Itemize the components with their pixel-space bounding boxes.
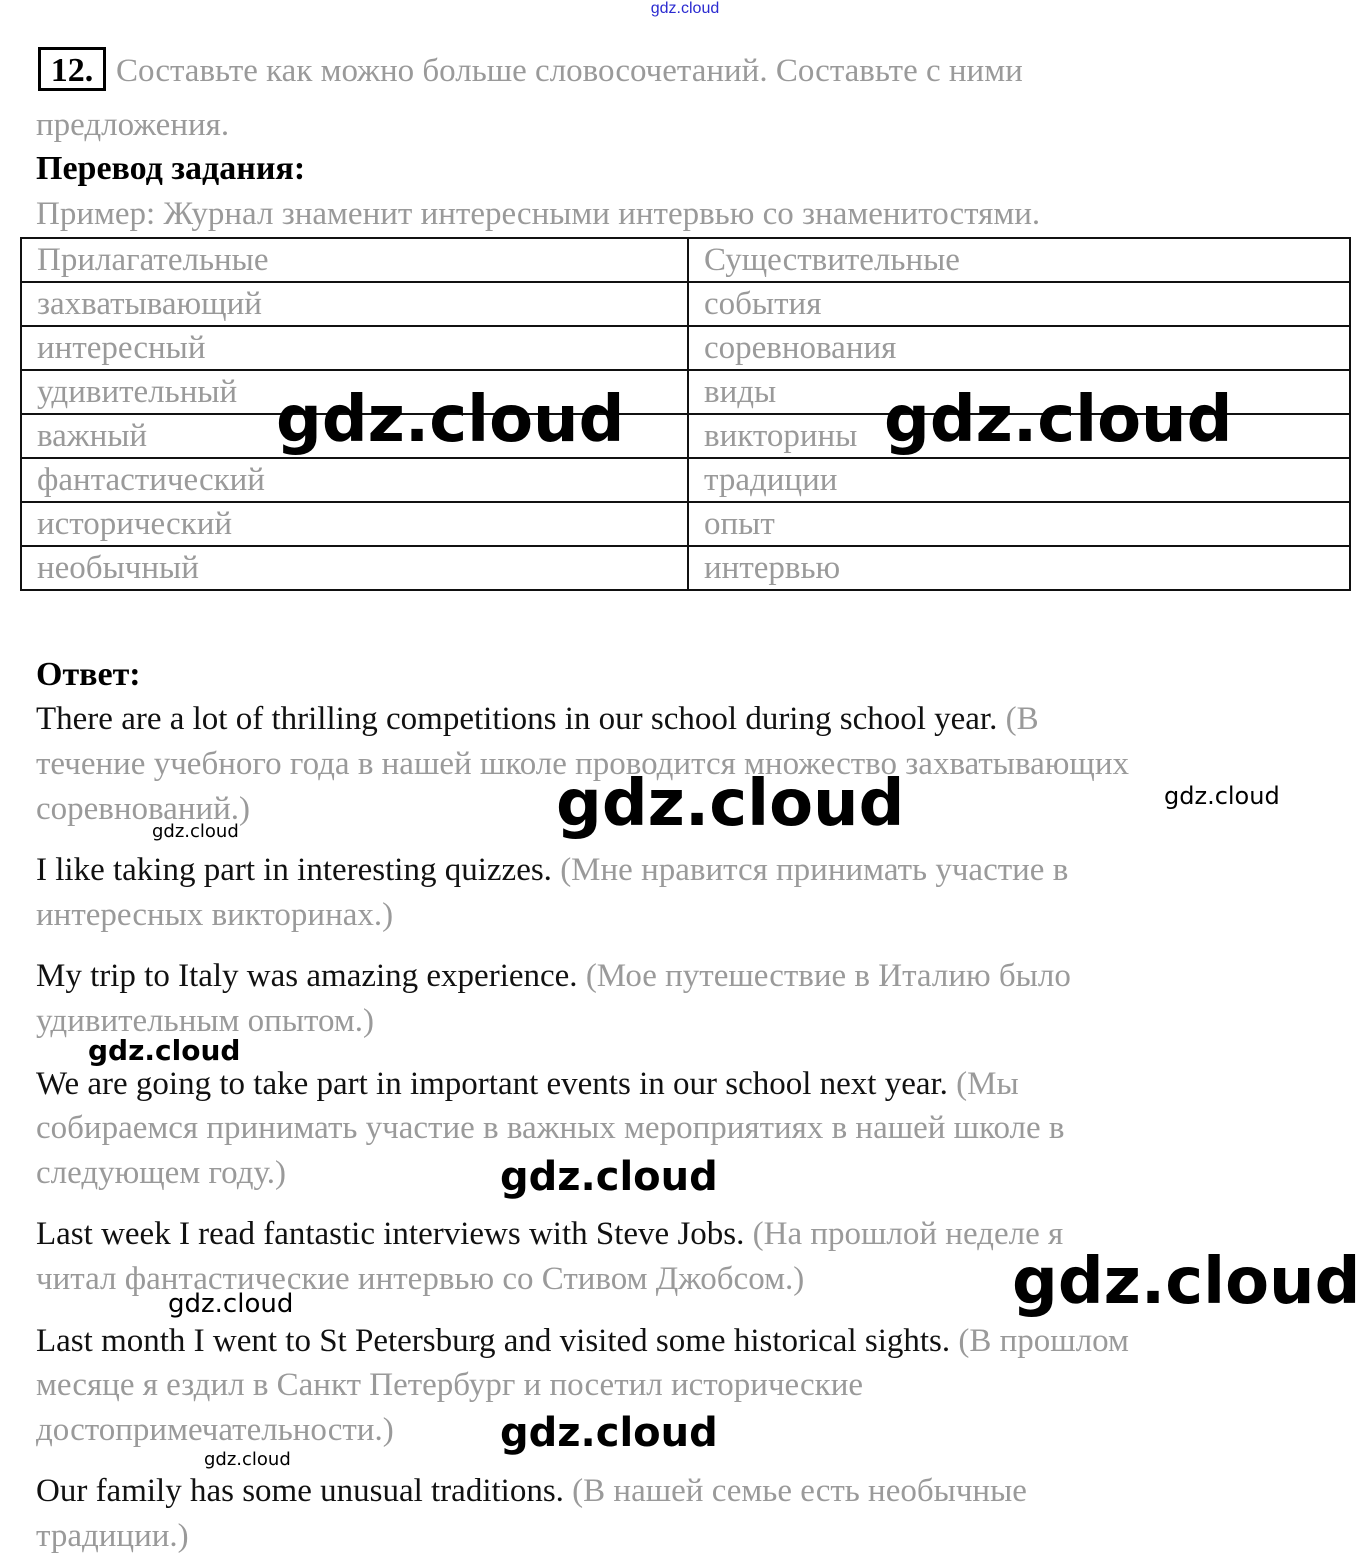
task-instruction-line2: предложения. xyxy=(36,107,230,143)
answer-4-line1 xyxy=(36,1061,1019,1107)
answer-3-russian-part1: (Мое путешествие в Италию было xyxy=(585,958,1071,994)
table-row xyxy=(21,282,1350,326)
answer-3-russian-part2: удивительным опытом.) xyxy=(36,1003,374,1039)
table-cell-noun: викторины xyxy=(688,414,1350,458)
translation-heading: Перевод задания: xyxy=(36,150,306,187)
answer-4-russian-part2: собираемся принимать участие в важных мероприятиях в нашей школе в xyxy=(36,1110,1065,1146)
table-cell-noun: опыт xyxy=(688,502,1350,546)
answer-heading: Ответ: xyxy=(36,656,141,693)
table-cell-noun: традиции xyxy=(688,458,1350,502)
watermark: gdz.cloud xyxy=(500,1410,718,1456)
answer-4-russian-part1: (Мы xyxy=(956,1066,1019,1102)
answer-5-line1 xyxy=(36,1211,1063,1257)
answer-7-line1 xyxy=(36,1468,1027,1514)
table-cell-noun: интервью xyxy=(688,546,1350,590)
answer-6-russian-part3: достопримечательности.) xyxy=(36,1412,394,1448)
watermark: gdz.cloud xyxy=(88,1034,241,1067)
answer-5-russian-part2: читал фантастические интервью со Стивом Джобсом.) xyxy=(36,1261,805,1297)
answer-2-line1 xyxy=(36,847,1068,893)
watermark: gdz.cloud xyxy=(152,821,239,842)
answer-3-line1 xyxy=(36,953,1071,999)
answer-2-russian-part1: (Мне нравится принимать участие в xyxy=(560,852,1069,888)
task-number: 12. xyxy=(38,47,106,91)
watermark: gdz.cloud xyxy=(556,767,905,841)
table-cell-adjective: фантастический xyxy=(21,458,688,502)
answer-6-russian-part1: (В прошлом xyxy=(958,1323,1129,1359)
table-cell-noun: события xyxy=(688,282,1350,326)
table-cell-adjective: захватывающий xyxy=(21,282,688,326)
answer-2-english: I like taking part in interesting quizzes. xyxy=(36,852,552,888)
table-header-nouns: Существительные xyxy=(688,238,1350,282)
watermark: gdz.cloud xyxy=(168,1289,294,1319)
answer-2-russian-part2: интересных викторинах.) xyxy=(36,897,394,933)
answer-5-russian-part1: (На прошлой неделе я xyxy=(752,1216,1064,1252)
answer-7-english: Our family has some unusual traditions. xyxy=(36,1473,564,1509)
answer-3-english: My trip to Italy was amazing experience. xyxy=(36,958,578,994)
watermark: gdz.cloud xyxy=(276,383,625,457)
table-cell-adjective: важный xyxy=(21,414,688,458)
answer-6-line1 xyxy=(36,1318,1129,1364)
table-cell-adjective: интересный xyxy=(21,326,688,370)
answer-5-english: Last week I read fantastic interviews with Steve Jobs. xyxy=(36,1216,745,1252)
watermark: gdz.cloud xyxy=(884,383,1233,457)
answer-1-russian-part1: (В xyxy=(1005,701,1039,737)
answer-1-russian-part2: течение учебного года в нашей школе проводится множество захватывающих xyxy=(36,746,1129,782)
answer-6-russian-part2: месяце я ездил в Санкт Петербург и посетил исторические xyxy=(36,1367,863,1403)
answer-1-russian-part3: соревнований.) xyxy=(36,791,251,827)
table-row xyxy=(21,458,1350,502)
watermark: gdz.cloud xyxy=(1012,1245,1361,1319)
table-row xyxy=(21,326,1350,370)
answer-6-english: Last month I went to St Petersburg and visited some historical sights. xyxy=(36,1323,951,1359)
table-cell-noun: виды xyxy=(688,370,1350,414)
table-cell-adjective: необычный xyxy=(21,546,688,590)
answer-4-english: We are going to take part in important events in our school next year. xyxy=(36,1066,948,1102)
watermark: gdz.cloud xyxy=(500,1154,718,1200)
table-header-adjectives: Прилагательные xyxy=(21,238,688,282)
watermark: gdz.cloud xyxy=(204,1449,291,1470)
task-instruction-line1: Составьте как можно больше словосочетаний. Составьте с ними xyxy=(116,53,1023,89)
table-cell-noun: соревнования xyxy=(688,326,1350,370)
answer-1-english: There are a lot of thrilling competitions in our school during school year. xyxy=(36,701,998,737)
watermark: gdz.cloud xyxy=(1164,782,1280,810)
top-watermark: gdz.cloud xyxy=(650,0,720,17)
answer-1-line1 xyxy=(36,696,1039,742)
table-row xyxy=(21,502,1350,546)
table-cell-adjective: удивительный xyxy=(21,370,688,414)
answer-7-russian-part2: традиции.) xyxy=(36,1518,189,1554)
table-header-row xyxy=(21,238,1350,282)
answer-7-russian-part1: (В нашей семье есть необычные xyxy=(572,1473,1027,1509)
example-sentence: Пример: Журнал знаменит интересными интервью со знаменитостями. xyxy=(36,196,1041,232)
table-cell-adjective: исторический xyxy=(21,502,688,546)
table-row xyxy=(21,546,1350,590)
answer-4-russian-part3: следующем году.) xyxy=(36,1155,286,1191)
